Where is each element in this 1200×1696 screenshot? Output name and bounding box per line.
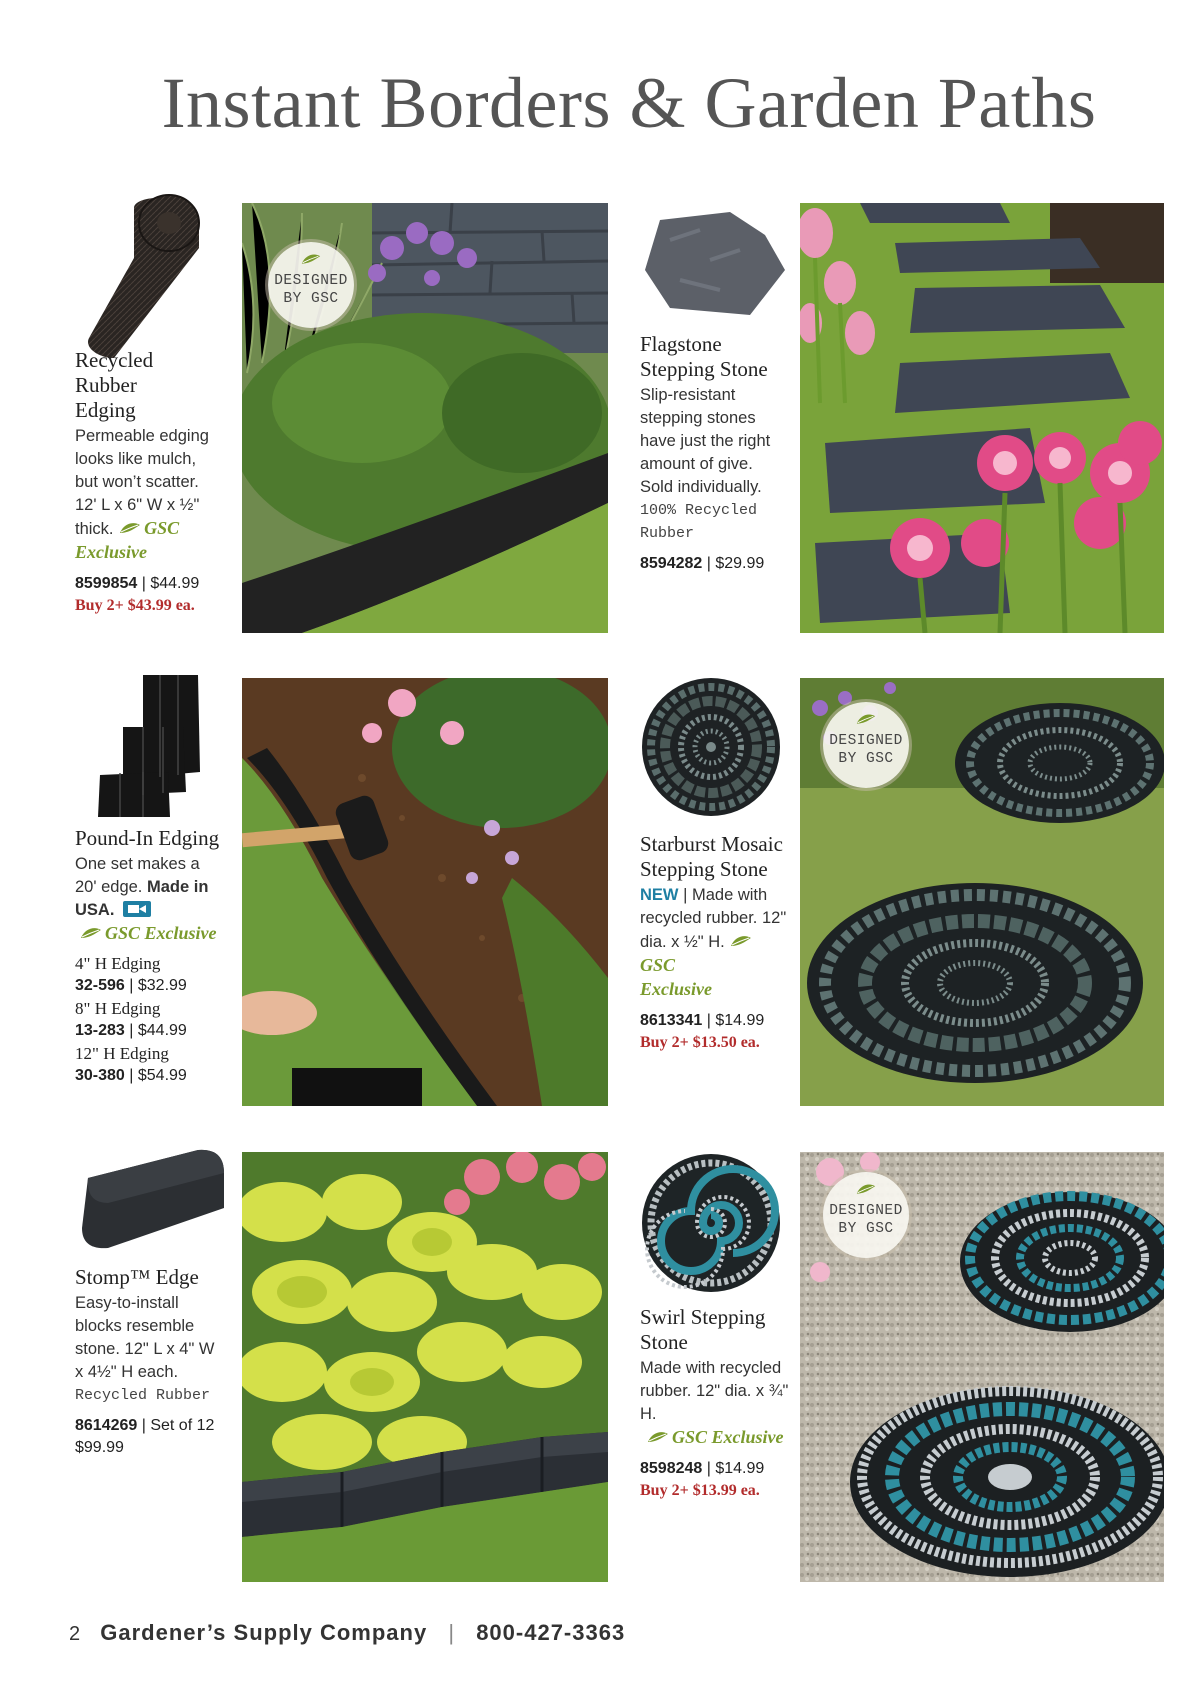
swirl-info [640, 1305, 790, 1502]
product-name: Starburst Mosaic Stepping Stone [640, 832, 783, 881]
product-sku-price: 8613341 | $14.99 [640, 1012, 765, 1029]
stomp-edge-thumbnail [78, 1148, 226, 1258]
page-number: 2 [69, 1623, 82, 1645]
stomp-edge-info [75, 1265, 225, 1459]
leaf-icon [300, 252, 322, 266]
product-description: Slip-resistant stepping stones have just the right amount of give. Sold individually. [640, 386, 771, 496]
product-description: Easy-to-install blocks resemble stone. 12" L x 4" W x 4½" H each. [75, 1294, 215, 1381]
leaf-icon [855, 712, 877, 726]
leaf-icon [79, 926, 103, 940]
stomp-edge-photo [242, 1152, 608, 1582]
footer-divider: | [448, 1620, 456, 1645]
designed-by-gsc-badge: DESIGNED BY GSC [823, 1172, 909, 1258]
flagstone-photo [800, 203, 1164, 633]
product-sku-price: 8599854 | $44.99 [75, 575, 200, 592]
product-description: Made with recycled rubber. 12" dia. x ¾" H. GSC Exclusive [640, 1359, 789, 1447]
product-sku-price: 8598248 | $14.99 [640, 1460, 765, 1477]
leaf-icon [646, 1430, 670, 1444]
product-description: One set makes a 20' edge. Made in USA. GSC Exclusive [75, 855, 217, 943]
bulk-price: Buy 2+ $13.50 ea. [640, 1034, 760, 1051]
product-price: $99.99 [75, 1439, 124, 1456]
leaf-icon [118, 521, 142, 535]
product-sku-price: 8594282 | $29.99 [640, 555, 765, 572]
starburst-info [640, 832, 790, 1054]
gsc-exclusive-tag: GSC Exclusive [79, 923, 217, 943]
product-name: Swirl Stepping Stone [640, 1305, 766, 1354]
option-list [75, 952, 225, 1087]
product-name: Recycled Rubber Edging [75, 348, 154, 422]
product-description: NEW | Made with recycled rubber. 12" dia. x ½" H. GSC Exclusive [640, 886, 787, 999]
bulk-price: Buy 2+ $13.99 ea. [640, 1482, 760, 1499]
flagstone-thumbnail [640, 210, 790, 320]
product-name: Stomp™ Edge [75, 1265, 199, 1289]
material-note: Recycled Rubber [75, 1387, 211, 1404]
gsc-exclusive-tag: GSC [118, 518, 179, 538]
product-name: Pound-In Edging [75, 826, 220, 850]
option-label: 12" H Edging [75, 1044, 169, 1063]
material-note: 100% Recycled Rubber [640, 502, 758, 542]
designed-by-gsc-badge: DESIGNED BY GSC [823, 702, 909, 788]
pound-in-edging-photo [242, 678, 608, 1106]
starburst-thumbnail [640, 676, 782, 818]
product-sku-price: 8614269 | Set of 12 [75, 1417, 215, 1434]
rubber-edging-thumbnail [74, 188, 214, 368]
swirl-thumbnail [640, 1152, 782, 1294]
option-sku-price: 30-380 | $54.99 [75, 1067, 187, 1084]
page-footer [69, 1620, 625, 1646]
product-name: Flagstone Stepping Stone [640, 332, 768, 381]
designed-by-gsc-badge: DESIGNED BY GSC [268, 242, 354, 328]
gsc-exclusive-tag: GSC Exclusive [646, 1427, 784, 1447]
pound-in-edging-thumbnail [88, 667, 218, 817]
new-badge: NEW [640, 886, 679, 904]
bulk-price: Buy 2+ $43.99 ea. [75, 597, 195, 614]
option-label: 4" H Edging [75, 954, 161, 973]
flagstone-info [640, 332, 790, 575]
phone-number[interactable]: 800-427-3363 [476, 1620, 626, 1645]
pound-in-edging-info [75, 826, 225, 1087]
leaf-icon [729, 934, 753, 948]
option-sku-price: 32-596 | $32.99 [75, 977, 187, 994]
gsc-exclusive-tag: GSC [640, 931, 755, 975]
page-title: Instant Borders & Garden Paths [161, 63, 1097, 143]
product-description: Permeable edging looks like mulch, but won’t scatter. 12' L x 6" W x ½" thick. GSC Exclusive [75, 427, 209, 562]
video-icon[interactable] [123, 901, 151, 917]
rubber-edging-info [75, 348, 215, 617]
made-in-usa: Made in USA. [75, 878, 209, 919]
leaf-icon [855, 1182, 877, 1196]
option-label: 8" H Edging [75, 999, 161, 1018]
option-sku-price: 13-283 | $44.99 [75, 1022, 187, 1039]
company-name: Gardener’s Supply Company [100, 1620, 428, 1645]
